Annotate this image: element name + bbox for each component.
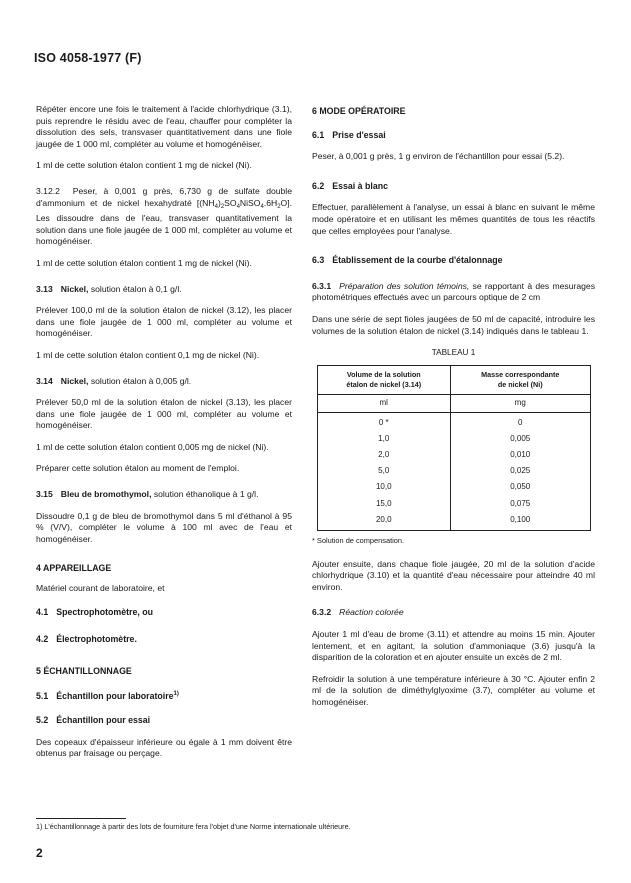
paragraph: Refroidir la solution à une température inférieure à 30 °C. Ajouter enfin 2 ml de la solution de diméthylglyoxime (3.7), compléter au volume et homogénéiser.	[312, 673, 595, 707]
section-6-title: 6 MODE OPÉRATOIRE	[312, 106, 406, 116]
paragraph: 1 ml de cette solution étalon contient 0,1 mg de nickel (Ni).	[36, 349, 260, 360]
table-unit-cell: ml	[317, 394, 450, 412]
table-header-mass: Masse correspondante de nickel (Ni)	[450, 365, 590, 394]
section-4-title: 4 APPAREILLAGE	[36, 563, 112, 574]
section-6-2: 6.2 Essai à blanc	[312, 180, 388, 191]
section-3-12-2: 3.12.2 Peser, à 0,001 g près, 6,730 g de sulfate double d'ammonium et de nickel hexahydraté $[(NH_4)_2SO_4NiSO_4.6H_2O]$. Les dissoudre dans de l'eau, transvaser quantitativement la solution dans une fiole jaugée de 1 000 ml, compléter au volume et homogénéiser.	[36, 185, 292, 247]
table-unit-cell: mg	[450, 394, 590, 412]
section-4-2: 4.2 Électrophotomètre.	[36, 634, 137, 645]
table-cell: 0,005	[510, 433, 531, 443]
page-number: 2	[36, 846, 43, 860]
section-6-1: 6.1 Prise d'essai	[312, 129, 386, 140]
paragraph: Ajouter ensuite, dans chaque fiole jaugée, 20 ml de la solution d'acide chlorhydrique (3.10) et la quantité d'eau nécessaire pour atteindre 40 ml environ.	[312, 558, 595, 592]
right-column	[312, 104, 595, 719]
table-cell: 0,010	[510, 450, 531, 460]
section-5-title: 5 ÉCHANTILLONNAGE	[36, 665, 132, 676]
table-cell: 0	[518, 417, 523, 427]
paragraph: 1 ml de cette solution étalon contient 1 mg de nickel (Ni).	[36, 257, 252, 268]
table-cell: 0,050	[510, 482, 531, 492]
paragraph: Dans une série de sept fioles jaugées de 50 ml de capacité, introduire les volumes de la solution étalon de nickel (3.14) indiqués dans le tableau 1.	[312, 313, 595, 336]
section-6-3-1: 6.3.1 Préparation des solution témoins, se rapportant à des mesurages photométriques effectués avec un parcours optique de 2 cm	[312, 280, 595, 303]
footnote: 1) L'échantillonnage à partir des lots de fourniture fera l'objet d'une Norme internationale ultérieure.	[36, 822, 351, 831]
paragraph: Matériel courant de laboratoire, et	[36, 583, 165, 594]
paragraph: Préparer cette solution étalon au moment de l'emploi.	[36, 463, 240, 474]
table-cell: 0,025	[510, 466, 531, 476]
paragraph: Peser, à 0,001 g près, 1 g environ de l'échantillon pour essai (5.2).	[312, 151, 565, 162]
paragraph: 1 ml de cette solution étalon contient 1 mg de nickel (Ni).	[36, 160, 252, 171]
section-6-3-2: 6.3.2 Réaction colorée	[312, 607, 404, 618]
table-cell: 15,0	[375, 498, 392, 508]
section-4-1: 4.1 Spectrophotomètre, ou	[36, 606, 154, 617]
table-cell: 20,0	[375, 514, 392, 524]
table-cell: 0,100	[510, 514, 531, 524]
paragraph: Ajouter 1 ml d'eau de brome (3.11) et attendre au moins 15 min. Ajouter lentement, et en agitant, la solution d'ammoniaque (3.6) jusqu'à la disparition de la coloration et en ajouter ensuite un excès de 2 ml.	[312, 629, 595, 663]
table-note: * Solution de compensation.	[312, 536, 405, 546]
table-cell: 1,0	[378, 433, 390, 443]
table-title: TABLEAU 1	[431, 348, 476, 358]
paragraph: 1 ml de cette solution étalon contient 0,005 mg de nickel (Ni).	[36, 441, 269, 452]
section-6-3: 6.3 Établissement de la courbe d'étalonnage	[312, 255, 503, 266]
section-number: 3.12.2	[36, 185, 60, 196]
section-3-14-heading: 3.14 Nickel, solution étalon à 0,005 g/l.	[36, 375, 192, 386]
table-1	[317, 365, 591, 531]
table-header-volume: Volume de la solution étalon de nickel (3.14)	[317, 365, 450, 394]
paragraph: Répéter encore une fois le traitement à l'acide chlorhydrique (3.1), puis reprendre le résidu avec de l'eau, chauffer pour compléter la dissolution des sels, transvaser quantitativement dans une fiole jaugée de 1 000 ml, compléter au volume et homogénéiser.	[36, 104, 292, 149]
document-header: ISO 4058-1977 (F)	[34, 51, 142, 65]
section-5-2: 5.2 Échantillon pour essai	[36, 714, 151, 725]
left-column	[36, 104, 292, 770]
paragraph: Des copeaux d'épaisseur inférieure ou égale à 1 mm doivent être obtenus par fraisage ou perçage.	[36, 736, 292, 759]
table-column-volume	[317, 412, 450, 530]
section-3-15-heading: 3.15 Bleu de bromothymol, solution éthanolique à 1 g/l.	[36, 489, 259, 500]
table-cell: 10,0	[375, 482, 392, 492]
paragraph: Prélever 50,0 ml de la solution étalon de nickel (3.13), les placer dans une fiole jaugée de 1 000 ml, compléter au volume et homogénéiser.	[36, 397, 292, 431]
table-cell: 5,0	[378, 466, 390, 476]
paragraph: Prélever 100,0 ml de la solution étalon de nickel (3.12), les placer dans une fiole jaugée de 1 000 ml, compléter au volume et homogénéiser.	[36, 305, 292, 339]
table-column-mass	[450, 412, 590, 530]
table-cell: 0,075	[510, 498, 531, 508]
footnote-divider	[36, 818, 126, 819]
table-cell: 2,0	[378, 450, 390, 460]
section-5-1: 5.1 Échantillon pour laboratoire$^{1)}$	[36, 691, 179, 702]
paragraph: Effectuer, parallèlement à l'analyse, un essai à blanc en suivant le même mode opératoire et en utilisant les mêmes quantités de tous les réactifs que celles employées pour l'analyse.	[312, 202, 595, 236]
table-cell: 0 *	[378, 417, 389, 427]
section-3-13-heading: 3.13 Nickel, solution étalon à 0,1 g/l.	[36, 283, 182, 294]
paragraph: Dissoudre 0,1 g de bleu de bromothymol dans 5 ml d'éthanol à 95 % (V/V), compléter le volume à 100 ml avec de l'eau et homogénéiser.	[36, 510, 292, 544]
